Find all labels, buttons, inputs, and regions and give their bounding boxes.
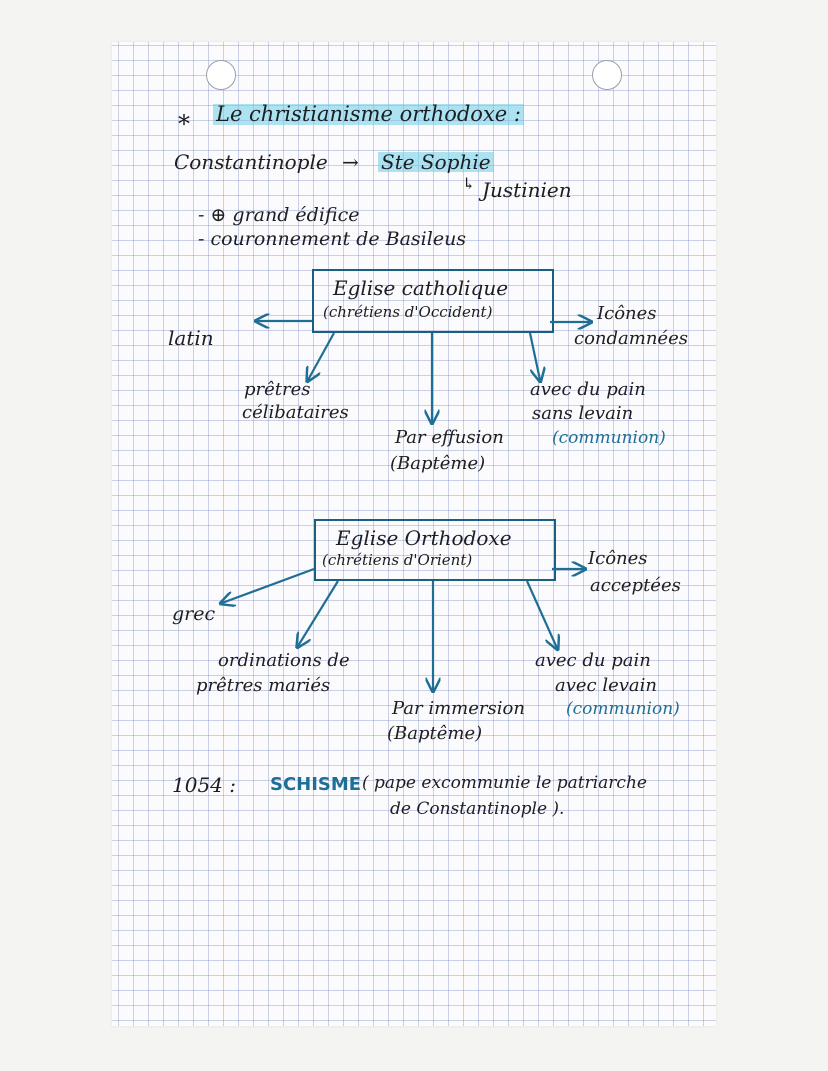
schism-line2: de Constantinople ). (390, 799, 565, 819)
page-title: Le christianisme orthodoxe : (213, 104, 524, 125)
schism-year: 1054 : (172, 773, 236, 797)
church-ste-sophie: Ste Sophie (378, 152, 494, 172)
catholic-priests-line1: prêtres (244, 379, 311, 400)
catholic-priests-line2: célibataires (242, 402, 349, 423)
orthodox-icons-line2: acceptées (590, 575, 681, 596)
orthodox-icons-line1: Icônes (588, 548, 648, 569)
place-constantinople: Constantinople (174, 150, 328, 174)
orthodox-bread-line2: avec levain (555, 675, 658, 696)
orthodox-box-title: Eglise Orthodoxe (336, 526, 512, 550)
schism-word: SCHISME (270, 774, 362, 795)
catholic-box-subtitle: (chrétiens d'Occident) (323, 303, 493, 321)
orthodox-priests-line2: prêtres mariés (196, 675, 331, 696)
catholic-bread-line1: avec du pain (530, 379, 646, 400)
punch-hole-right (592, 60, 622, 90)
orthodox-box-subtitle: (chrétiens d'Orient) (322, 551, 473, 569)
catholic-bread-line2: sans levain (532, 403, 634, 424)
orthodox-bread-line1: avec du pain (535, 650, 651, 671)
orthodox-communion: (communion) (566, 699, 680, 719)
title-bullet: * (178, 110, 190, 138)
arrow-right: → (342, 150, 359, 174)
sub-arrow: ↳ (462, 174, 476, 193)
orthodox-language: grec (172, 603, 216, 625)
catholic-icons-line1: Icônes (597, 303, 657, 324)
catholic-baptism-line1: Par effusion (395, 427, 504, 448)
orthodox-baptism-line1: Par immersion (392, 698, 525, 719)
builder-justinien: Justinien (482, 178, 572, 202)
punch-hole-left (206, 60, 236, 90)
catholic-language: latin (168, 326, 214, 350)
orthodox-priests-line1: ordinations de (218, 650, 350, 671)
point-grand-edifice: - ⊕ grand édifice (198, 204, 360, 226)
catholic-box-title: Eglise catholique (333, 276, 509, 300)
orthodox-baptism-line2: (Baptême) (387, 723, 483, 744)
catholic-communion: (communion) (552, 428, 666, 448)
catholic-baptism-line2: (Baptême) (390, 453, 486, 474)
schism-line1: ( pape excommunie le patriarche (362, 773, 647, 793)
point-couronnement: - couronnement de Basileus (198, 228, 467, 250)
catholic-icons-line2: condamnées (574, 328, 688, 349)
